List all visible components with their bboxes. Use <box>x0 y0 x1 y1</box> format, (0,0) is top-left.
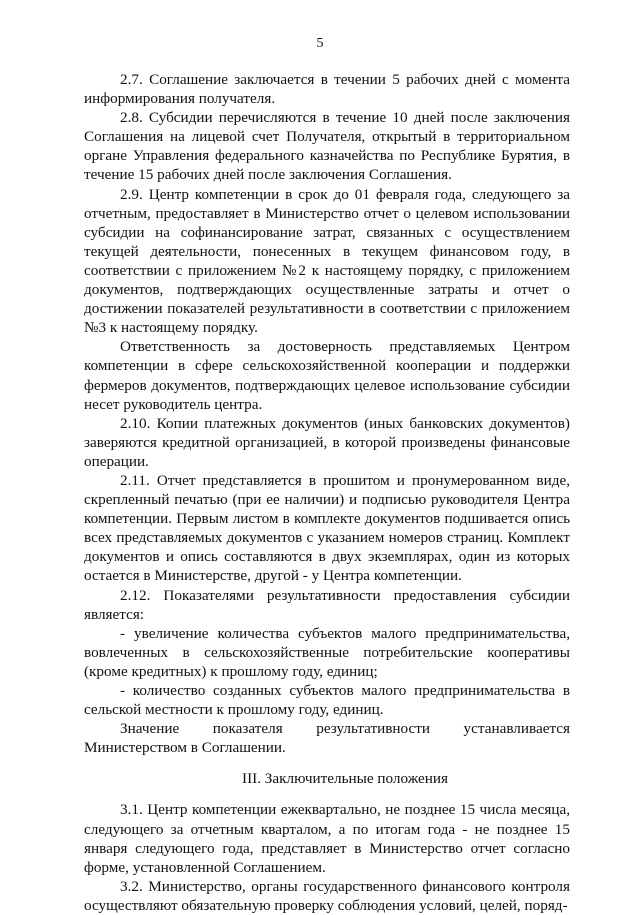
list-item-indicator-2: - количество созданных субъектов малого предпринимательства в сельской местности к прошлому году, единиц. <box>84 682 570 719</box>
document-body <box>84 70 570 915</box>
paragraph-indicator-value: Значение показателя результативности устанавливается Министерством в Соглашении. <box>84 720 570 757</box>
paragraph-2-11: 2.11. Отчет представляется в прошитом и пронумерованном виде, скрепленный печатью (при ее наличии) и подписью руководителя Центра компетенции. Первым листом в комплекте документов подшивается опись всех представляемых документов с указанием номеров страниц. Комплект документов и опись составляются в двух экземплярах, один из которых остается в Министерстве, другой - у Центра компетенции. <box>84 471 570 585</box>
paragraph-2-12: 2.12. Показателями результативности предоставления субсидии является: <box>84 586 570 623</box>
paragraph-3-2: 3.2. Министерство, органы государственного финансового контроля осуществляют обязательную проверку соблюдения условий, целей, поряд- <box>84 877 570 914</box>
list-item-indicator-1: - увеличение количества субъектов малого предпринимательства, вовлеченных в сельскохозяйственные потребительские кооперативы (кроме кредитных) к прошлому году, единиц; <box>84 624 570 680</box>
paragraph-responsibility: Ответственность за достоверность представляемых Центром компетенции в сфере сельскохозяйственной кооперации и поддержки фермеров документов, подтверждающих целевое использование субсидии несет руководитель центра. <box>84 338 570 413</box>
section-heading: III. Заключительные положения <box>242 770 448 788</box>
paragraph-3-1: 3.1. Центр компетенции ежеквартально, не позднее 15 числа месяца, следующего за отчетным кварталом, а по итогам года - не позднее 15 января следующего года, представляет в Министерство отчет согласно форме, установленной Соглашением. <box>84 801 570 876</box>
paragraph-2-7: 2.7. Соглашение заключается в течении 5 рабочих дней с момента информирования получателя. <box>84 71 570 108</box>
paragraph-2-10: 2.10. Копии платежных документов (иных банковских документов) заверяются кредитной организацией, в которой произведены финансовые операции. <box>84 414 570 470</box>
page-number: 5 <box>316 36 324 51</box>
paragraph-2-9: 2.9. Центр компетенции в срок до 01 февраля года, следующего за отчетным, предоставляет в Министерство отчет о целевом использовании субсидии на софинансирование затрат, связанных с осуществлением текущей деятельности, понесенных в текущем финансовом году, в соответствии с приложением №2 к настоящему порядку, с приложением документов, подтверждающих осуществленные затраты и отчет о достижении показателей результативности в соответствии с приложением №3 к настоящему порядку. <box>84 185 570 337</box>
paragraph-2-8: 2.8. Субсидии перечисляются в течение 10 дней после заключения Соглашения на лицевой счет Получателя, открытый в территориальном органе Управления федерального казначейства по Республике Бурятия, в течение 15 рабочих дней после заключения Соглашения. <box>84 109 570 184</box>
